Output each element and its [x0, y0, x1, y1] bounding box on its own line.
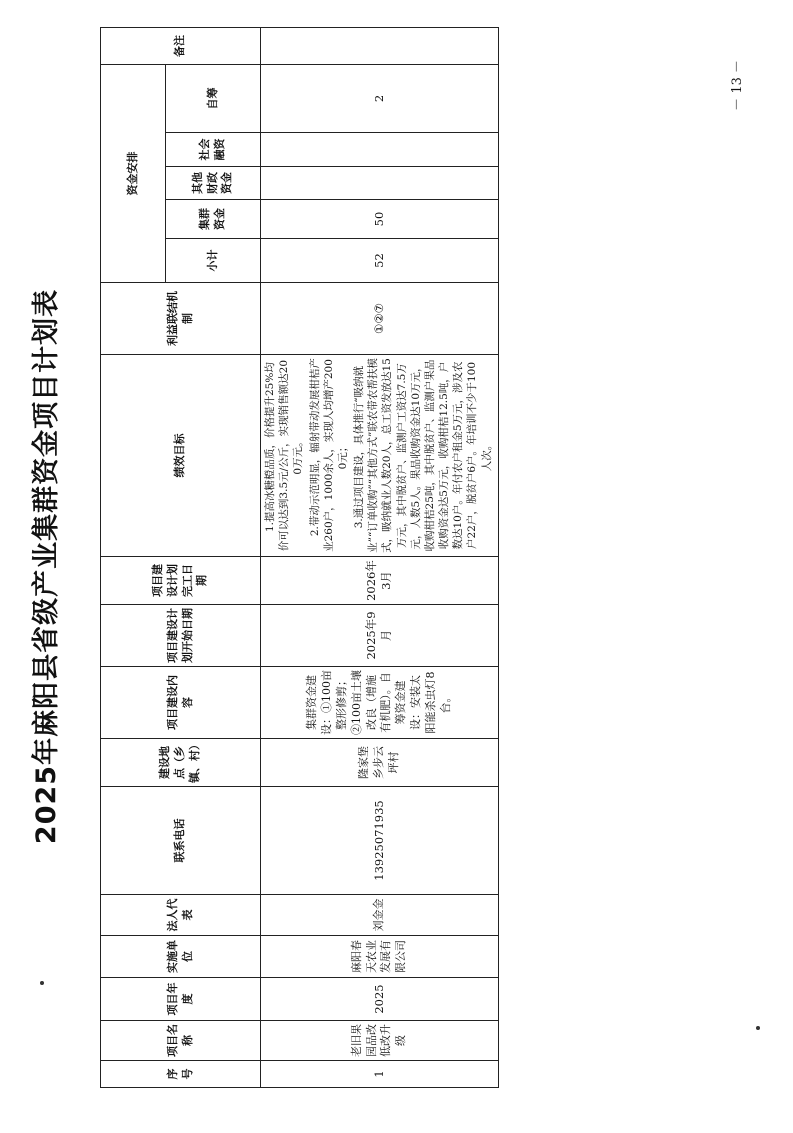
- cell-social-finance: [261, 133, 499, 167]
- cell-benefit: ①②⑦: [261, 283, 499, 355]
- cell-performance: [261, 355, 499, 557]
- cell-other-fiscal: [261, 167, 499, 200]
- page-number: － 13 －: [730, 60, 745, 111]
- cell-implementing-unit: 麻阳春天农业发展有限公司: [261, 936, 499, 978]
- header-implementing-unit: 实施单位: [101, 936, 261, 978]
- cell-cluster-fund: 50: [261, 200, 499, 239]
- cell-legal-rep: 刘金金: [261, 895, 499, 936]
- cell-phone: 13925071935: [261, 787, 499, 895]
- table-row: [261, 27, 499, 1087]
- cell-start-date: 2025年9月: [261, 605, 499, 667]
- header-self-raised: 自筹: [166, 64, 261, 132]
- cell-subtotal: 52: [261, 239, 499, 283]
- header-benefit: 利益联结机制: [101, 283, 261, 355]
- performance-item-3: 3.通过项目建设，具体推行“吸纳就业”“订单收购”“其他方式”联农带农帮扶模式，吸纳就业人数20人，总工资发放达15万元，其中脱贫户、监测户工资达7.5万元，人数5人。果品收购资金达10万元，收购柑桔25吨，其中脱贫户、监测户果品收购资金达5万元，收购柑桔12.5吨，户数达10户。年付农户租金5万元，涉及农户22户，脱贫户6户。年培训不少于100人次。: [353, 358, 493, 553]
- header-funding: 资金安排: [101, 64, 166, 282]
- header-remark: 备注: [101, 27, 261, 64]
- header-content: 项目建设内容: [101, 667, 261, 739]
- cell-project-year: 2025: [261, 978, 499, 1021]
- header-location: 建设地点（乡镇、村）: [101, 739, 261, 787]
- header-subtotal: 小计: [166, 239, 261, 283]
- cell-location: 隆家堡乡步云坪村: [261, 739, 499, 787]
- header-phone: 联系电话: [101, 787, 261, 895]
- cell-remark: [261, 27, 499, 64]
- header-cluster-fund: 集群资金: [166, 200, 261, 239]
- header-social-finance: 社会融资: [166, 133, 261, 167]
- cell-self-raised: 2: [261, 64, 499, 132]
- header-row-1: [101, 27, 166, 1087]
- header-start-date: 项目建设计划开始日期: [101, 605, 261, 667]
- header-performance: 绩效目标: [101, 355, 261, 557]
- header-seq: 序号: [101, 1061, 261, 1088]
- cell-seq: 1: [261, 1061, 499, 1088]
- cell-project-name: 老旧果园品改低改升级: [261, 1021, 499, 1061]
- project-plan-table: [100, 27, 499, 1088]
- cell-end-date: 2026年3月: [261, 557, 499, 605]
- page-title: 2025年麻阳县省级产业集群资金项目计划表: [31, 288, 62, 845]
- scan-speck: [756, 1026, 760, 1030]
- header-end-date: 项目建设计划完工日期: [101, 557, 261, 605]
- header-project-name: 项目名称: [101, 1021, 261, 1061]
- scan-speck: [40, 981, 44, 985]
- header-legal-rep: 法人代表: [101, 895, 261, 936]
- cell-content: 集群资金建设：①100亩整形修剪；②100亩土壤改良（增施有机肥）。自筹资金建设：安装太阳能杀虫灯8台。: [261, 667, 499, 739]
- header-project-year: 项目年度: [101, 978, 261, 1021]
- header-other-fiscal: 其他财政资金: [166, 167, 261, 200]
- performance-item-2: 2.带动示范明显，辐射带动发展柑桔产业260户，1000余人，实现人均增产2000元；: [308, 358, 349, 552]
- performance-item-1: 1.提高冰糖橙品质，价格提升25%均价可以达到3.5元/公斤，实现销售额达200万元。: [264, 359, 305, 552]
